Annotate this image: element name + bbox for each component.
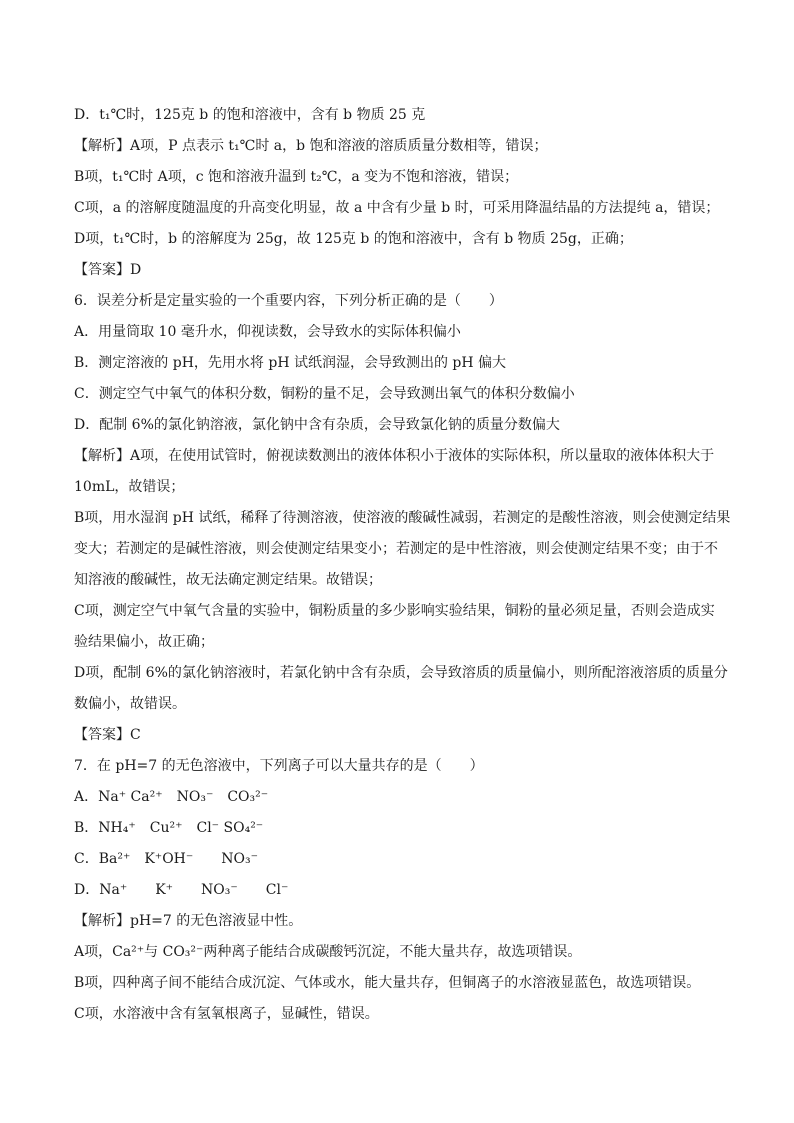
option-d-q6: D．配制 6%的氯化钠溶液，氯化钠中含有杂质，会导致氯化钠的质量分数偏大: [74, 417, 560, 433]
option-a-q6: A．用量筒取 10 毫升水，仰视读数，会导致水的实际体积偏小: [74, 324, 461, 340]
analysis-a-q6-cont: 10mL，故错误；: [74, 479, 185, 495]
option-c-q7: C．Ba²⁺ K⁺OH⁻ NO₃⁻: [74, 851, 259, 867]
analysis-b-q5: B项，t₁℃时 A项，c 饱和溶液升温到 t₂℃，a 变为不饱和溶液，错误；: [74, 169, 519, 185]
analysis-a-q6: 【解析】A项，在使用试管时，俯视读数测出的液体体积小于液体的实际体积，所以量取的液体体积大于: [74, 448, 715, 464]
analysis-b-q6-cont1: 变大；若测定的是碱性溶液，则会使测定结果变小；若测定的是中性溶液，则会使测定结果不变；由于不: [74, 541, 718, 557]
analysis-d-q6: D项，配制 6%的氯化钠溶液时，若氯化钠中含有杂质，会导致溶质的质量偏小，则所配溶液溶质的质量分: [74, 665, 728, 681]
question-6: 6．误差分析是定量实验的一个重要内容，下列分析正确的是（ ）: [74, 293, 503, 309]
analysis-c-q6: C项，测定空气中氧气含量的实验中，铜粉质量的多少影响实验结果，铜粉的量必须足量，否则会造成实: [74, 603, 715, 619]
analysis-b-q6: B项，用水湿润 pH 试纸，稀释了待测溶液，使溶液的酸碱性减弱，若测定的是酸性溶液，则会使测定结果: [74, 510, 731, 526]
answer-q6: 【答案】C: [74, 727, 141, 743]
document-page: [74, 100, 731, 1030]
option-d-q5: D．t₁℃时，125克 b 的饱和溶液中，含有 b 物质 25 克: [74, 107, 426, 123]
option-b-q7: B．NH₄⁺ Cu²⁺ Cl⁻ SO₄²⁻: [74, 820, 264, 836]
analysis-c-q5: C项，a 的溶解度随温度的升高变化明显，故 a 中含有少量 b 时，可采用降温结晶的方法提纯 a，错误；: [74, 200, 720, 216]
option-d-q7: D．Na⁺ K⁺ NO₃⁻ Cl⁻: [74, 882, 289, 898]
analysis-c-q7: C项，水溶液中含有氢氧根离子，显碱性，错误。: [74, 1006, 379, 1022]
answer-q5: 【答案】D: [74, 262, 142, 278]
question-7: 7．在 pH=7 的无色溶液中，下列离子可以大量共存的是（ ）: [74, 758, 484, 774]
option-b-q6: B．测定溶液的 pH，先用水将 pH 试纸润湿，会导致测出的 pH 偏大: [74, 355, 507, 371]
analysis-a-q5: 【解析】A项，P 点表示 t₁℃时 a，b 饱和溶液的溶质质量分数相等，错误；: [74, 138, 548, 154]
analysis-d-q6-cont: 数偏小，故错误。: [74, 696, 186, 712]
analysis-b-q7: B项，四种离子间不能结合成沉淀、气体或水，能大量共存，但铜离子的水溶液显蓝色，故选项错误。: [74, 975, 701, 991]
analysis-d-q5: D项，t₁℃时，b 的溶解度为 25g，故 125克 b 的饱和溶液中，含有 b 物质 25g，正确；: [74, 231, 633, 247]
analysis-c-q6-cont: 验结果偏小，故正确；: [74, 634, 214, 650]
analysis-a-q7: A项，Ca²⁺与 CO₃²⁻两种离子能结合成碳酸钙沉淀，不能大量共存，故选项错误。: [74, 944, 582, 960]
analysis-intro-q7: 【解析】pH=7 的无色溶液显中性。: [74, 913, 303, 929]
option-a-q7: A．Na⁺ Ca²⁺ NO₃⁻ CO₃²⁻: [74, 789, 269, 805]
analysis-b-q6-cont2: 知溶液的酸碱性，故无法确定测定结果。故错误；: [74, 572, 382, 588]
option-c-q6: C．测定空气中氧气的体积分数，铜粉的量不足，会导致测出氧气的体积分数偏小: [74, 386, 575, 402]
